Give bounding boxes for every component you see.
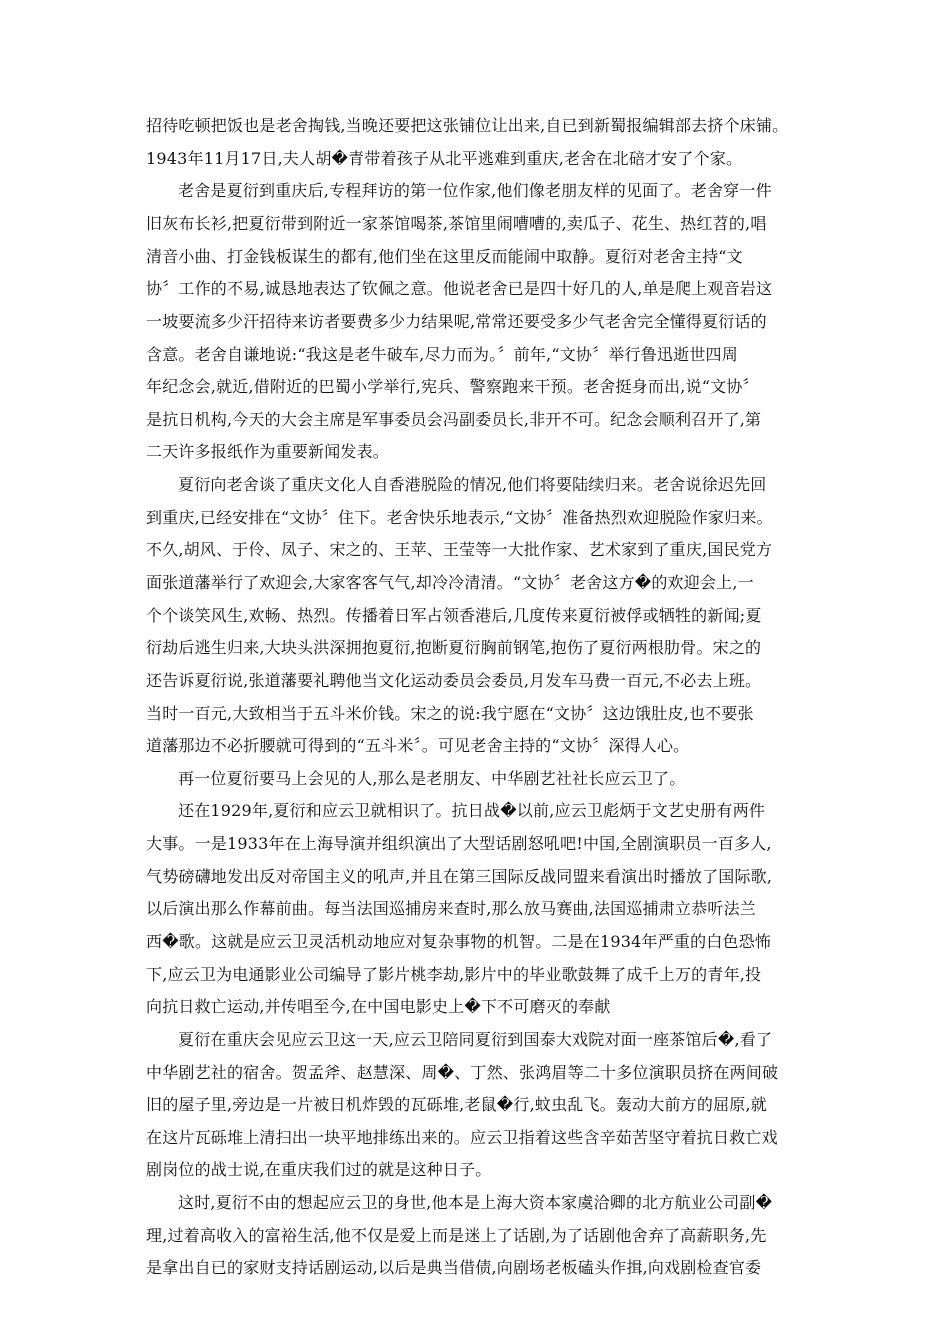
text-line: 面张道藩举行了欢迎会,大家客客气气,却冷冷清清。“文协〞老舍这方�的欢迎会上,一: [146, 573, 754, 592]
text-line: 向抗日救亡运动,并传唱至今,在中国电影史上�下不可磨灭的奉献: [146, 997, 611, 1016]
text-line: 再一位夏衍要马上会见的人,那么是老朋友、中华剧艺社社长应云卫了。: [178, 769, 686, 788]
text-line: 这时,夏衍不由的想起应云卫的身世,他本是上海大资本家虞洽卿的北方航业公司副�: [178, 1193, 773, 1212]
text-line: 协〞工作的不易,诚恳地表达了钦佩之意。他说老舍已是四十好几的人,单是爬上观音岩这: [146, 279, 773, 298]
text-line: 夏衍向老舍谈了重庆文化人自香港脱险的情况,他们将要陆续归来。老舍说徐迟先回: [178, 475, 767, 494]
text-line: 清音小曲、打金钱板谋生的都有,他们坐在这里反而能闹中取静。夏衍对老舍主持“文: [146, 247, 743, 266]
text-line: 旧灰布长衫,把夏衍带到附近一家茶馆喝茶,茶馆里闹嘈嘈的,卖瓜子、花生、热红苕的,唱: [146, 214, 767, 233]
text-line: 是拿出自已的家财支持话剧运动,以后是典当借债,向剧场老板磕头作揖,向戏剧检查官委: [146, 1258, 762, 1277]
text-line: 气势磅礴地发出反对帝国主义的吼声,并且在第三国际反战同盟来看演出时播放了国际歌,: [146, 867, 773, 886]
text-line: 西�歌。这就是应云卫灵活机动地应对复杂事物的机智。二是在1934年严重的白色恐怖: [146, 932, 772, 951]
text-line: 理,过着高收入的富裕生活,他不仅是爱上而是迷上了话剧,为了话剧他舍弃了高薪职务,先: [146, 1226, 767, 1245]
text-line: 招待吃顿把饭也是老舍掏钱,当晚还要把这张铺位让出来,自已到新蜀报编辑部去挤个床铺。: [146, 116, 789, 135]
text-line: 年纪念会,就近,借附近的巴蜀小学举行,宪兵、警察跑来干预。老舍挺身而出,说“文协〞: [146, 377, 759, 396]
text-line: 旧的屋子里,旁边是一片被日机炸毁的瓦砾堆,老鼠�行,蚊虫乱飞。轰动大前方的屈原,就: [146, 1095, 767, 1114]
text-line: 衍劫后逃生归来,大块头洪深拥抱夏衍,抱断夏衍胸前钢笔,抱伤了夏衍两根肋骨。宋之的: [146, 638, 762, 657]
text-line: 含意。老舍自谦地说:“我这是老牛破车,尽力而为。〞前年,“文协〞举行鲁迅逝世四周: [146, 345, 738, 364]
text-line: 剧岗位的战士说,在重庆我们过的就是这种日子。: [146, 1160, 492, 1179]
text-line: 是抗日机构,今天的大会主席是军事委员会冯副委员长,非开不可。纪念会顺利召开了,第: [146, 410, 762, 429]
text-line: 到重庆,已经安排在“文协〞住下。老舍快乐地表示,“文协〞准备热烈欢迎脱险作家归来。: [146, 508, 773, 527]
text-line: 还在1929年,夏衍和应云卫就相识了。抗日战�以前,应云卫彪炳于文艺史册有两件: [178, 801, 766, 820]
text-line: 当时一百元,大致相当于五斗米价钱。宋之的说:我宁愿在“文协〞这边饿肚皮,也不要张: [146, 704, 754, 723]
text-line: 以后演出那么作幕前曲。每当法国巡捕房来查时,那么放马赛曲,法国巡捕肃立恭听法兰: [146, 899, 756, 918]
text-line: 在这片瓦砾堆上清扫出一块平地排练出来的。应云卫指着这些含辛茹苦坚守着抗日救亡戏: [146, 1128, 778, 1147]
text-line: 大事。一是1933年在上海导演并组织演出了大型话剧怒吼吧!中国,全剧演职员一百多人,: [146, 834, 772, 853]
text-line: 1943年11月17日,夫人胡�青带着孩子从北平逃难到重庆,老舍在北碚才安了个家。: [146, 149, 743, 168]
text-line: 老舍是夏衍到重庆后,专程拜访的第一位作家,他们像老朋友样的见面了。老舍穿一件: [178, 181, 772, 200]
text-line: 夏衍在重庆会见应云卫这一天,应云卫陪同夏衍到国泰大戏院对面一座茶馆后�,看了: [178, 1030, 773, 1049]
text-line: 不久,胡风、于伶、凤子、宋之的、王苹、王莹等一大批作家、艺术家到了重庆,国民党方: [146, 540, 773, 559]
text-line: 个个谈笑风生,欢畅、热烈。传播着日军占领香港后,几度传来夏衍被俘或牺牲的新闻;夏: [146, 606, 762, 625]
text-line: 中华剧艺社的宿舍。贺孟斧、赵慧深、周�、丁然、张鸿眉等二十多位演职员挤在两间破: [146, 1063, 779, 1082]
text-line: 下,应云卫为电通影业公司编导了影片桃李劫,影片中的毕业歌鼓舞了成千上万的青年,投: [146, 965, 762, 984]
text-line: 还告诉夏衍说,张道藩要礼聘他当文化运动委员会委员,月发车马费一百元,不必去上班。: [146, 671, 762, 690]
text-line: 二天许多报纸作为重要新闻发表。: [146, 442, 390, 461]
text-line: 道藩那边不必折腰就可得到的“五斗米〞。可见老舍主持的“文协〞深得人心。: [146, 736, 690, 755]
text-line: 一坡要流多少汗招待来访者要费多少力结果呢,常常还要受多少气老舍完全懂得夏衍话的: [146, 312, 767, 331]
